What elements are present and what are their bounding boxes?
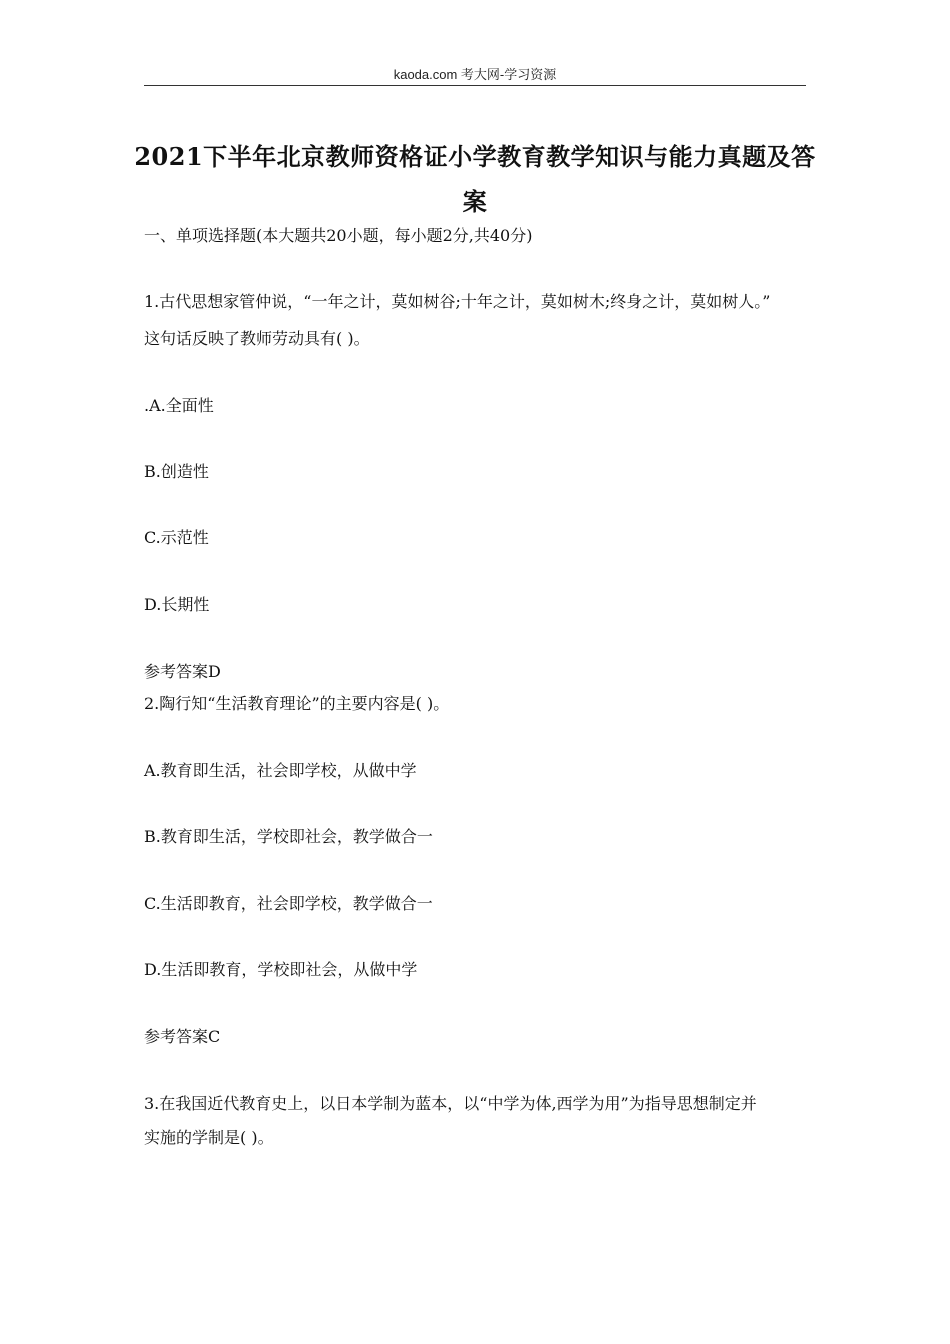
question-1-option-d: D.长期性 [144, 595, 210, 614]
title-line-1: 2021下半年北京教师资格证小学教育教学知识与能力真题及答 [134, 142, 816, 171]
question-2-option-a: A.教育即生活，社会即学校，从做中学 [144, 761, 417, 780]
question-1-option-b: B.创造性 [144, 462, 209, 481]
question-2-stem: 2.陶行知“生活教育理论”的主要内容是( )。 [144, 694, 450, 713]
question-1-stem-line-1: 1.古代思想家管仲说，“一年之计，莫如树谷;十年之计，莫如树木;终身之计，莫如树人。” [144, 292, 771, 311]
question-1-option-a: .A.全面性 [144, 396, 214, 415]
question-3-stem-line-2: 实施的学制是( )。 [144, 1128, 274, 1147]
question-1-option-c: C.示范性 [144, 528, 209, 547]
question-2-answer: 参考答案C [144, 1027, 221, 1046]
document-title [120, 134, 830, 224]
question-1-answer: 参考答案D [144, 662, 221, 681]
question-2-option-d: D.生活即教育，学校即社会，从做中学 [144, 960, 418, 979]
question-3-stem-line-1: 3.在我国近代教育史上，以日本学制为蓝本，以“中学为体,西学为用”为指导思想制定并 [144, 1094, 757, 1113]
title-line-2: 案 [462, 187, 488, 216]
section-heading: 一、单项选择题(本大题共20小题，每小题2分,共40分) [144, 226, 533, 245]
header-divider [144, 85, 806, 86]
question-2-option-b: B.教育即生活，学校即社会，教学做合一 [144, 827, 433, 846]
question-2-option-c: C.生活即教育，社会即学校，教学做合一 [144, 894, 433, 913]
question-1-stem-line-2: 这句话反映了教师劳动具有( )。 [144, 329, 370, 348]
page-header: kaoda.com 考大网-学习资源 [393, 67, 557, 82]
